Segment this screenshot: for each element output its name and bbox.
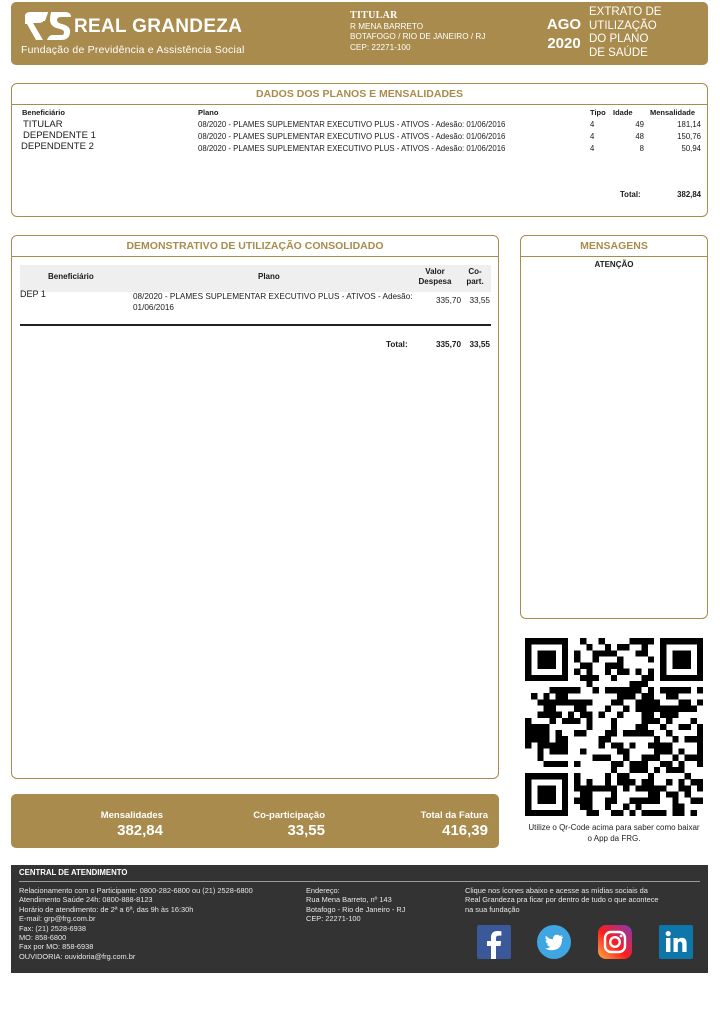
plan-fee: 150,76: [677, 132, 701, 141]
address-line: R MENA BARRETO: [350, 21, 424, 31]
col-copart: [461, 267, 489, 287]
qr-code-icon[interactable]: [525, 638, 703, 816]
messages-title: MENSAGENS: [521, 236, 707, 257]
messages-section: [520, 235, 708, 619]
footer-social-line: Real Grandeza pra ficar por dentro de tudo o que acontece: [465, 895, 659, 905]
col-mensalidade: Mensalidade: [650, 108, 696, 117]
brand-name: REAL GRANDEZA: [74, 16, 243, 37]
usage-statement-title: DEMONSTRATIVO DE UTILIZAÇÃO CONSOLIDADO: [12, 236, 498, 257]
plan-name: 08/2020 - PLAMES SUPLEMENTAR EXECUTIVO PLUS - ATIVOS - Adesão: 01/06/2016: [198, 120, 506, 129]
address-line: CEP: 22271-100: [350, 42, 411, 52]
usage-copart: 33,55: [469, 296, 490, 305]
footer-email-link[interactable]: E-mail: grp@frg.com.br: [19, 914, 96, 924]
qr-caption: [519, 823, 709, 844]
holder-address: [350, 11, 485, 53]
brand-subtitle: Fundação de Previdência e Assistência Social: [21, 44, 245, 56]
document-title-line: DE SAÚDE: [589, 46, 648, 59]
footer-address-line: Endereço:: [306, 886, 340, 895]
service-center-footer: [11, 865, 708, 973]
usage-plan-line: 08/2020 - PLAMES SUPLEMENTAR EXECUTIVO PLUS - ATIVOS - Adesão:: [133, 292, 413, 301]
qr-caption-line: Utilize o Qr-Code acima para saber como baixar: [528, 823, 700, 832]
beneficiary-name: TITULAR: [23, 119, 63, 130]
usage-plan-line: 01/06/2016: [133, 303, 174, 312]
statement-period: [544, 15, 584, 53]
col-plano: Plano: [198, 108, 219, 117]
col-valor-line: Valor: [425, 267, 445, 276]
footer-social-line: na sua fundação: [465, 904, 520, 914]
beneficiary-name: DEPENDENTE 2: [21, 141, 94, 152]
summary-mensalidades-label: Mensalidades: [100, 810, 163, 821]
footer-contact-line: Relacionamento com o Participante: 0800-282-6800 ou (21) 2528-6800: [19, 886, 253, 895]
footer-social-text: [465, 886, 659, 914]
holder-label: TITULAR: [350, 10, 398, 21]
summary-total-label: Total da Fatura: [420, 810, 488, 821]
usage-plan: [133, 291, 413, 313]
footer-address-line: CEP: 22271-100: [306, 914, 361, 924]
summary-mensalidades-value: 382,84: [117, 822, 163, 839]
col-valor-line: Despesa: [418, 277, 452, 286]
usage-total-copart: 33,55: [469, 340, 490, 349]
footer-contact-line: Atendimento Saúde 24h: 0800-888-8123: [19, 895, 153, 905]
usage-total-label: Total:: [386, 340, 408, 349]
footer-divider: [19, 881, 700, 882]
col-beneficiario: Beneficiário: [22, 108, 65, 117]
plan-age: 8: [639, 144, 644, 153]
usage-total-value: 335,70: [435, 340, 461, 349]
footer-title: CENTRAL DE ATENDIMENTO: [19, 868, 128, 877]
invoice-summary: [11, 794, 499, 848]
col-copart-line: Co-: [468, 267, 482, 276]
summary-total-value: 416,39: [442, 822, 488, 839]
footer-address-line: Botafogo - Rio de Janeiro - RJ: [306, 904, 406, 914]
messages-subtitle: ATENÇÃO: [594, 260, 634, 269]
address-line: BOTAFOGO / RIO DE JANEIRO / RJ: [350, 32, 486, 41]
footer-address-line: Rua Mena Barreto, nº 143: [306, 895, 392, 905]
plan-fee: 50,94: [681, 144, 701, 153]
document-title-line: DO PLANO: [589, 33, 649, 45]
col-idade: Idade: [613, 108, 633, 117]
col-beneficiario: Beneficiário: [48, 272, 94, 281]
plans-title: DADOS DOS PLANOS E MENSALIDADES: [12, 84, 707, 105]
plan-type: 4: [590, 144, 595, 153]
usage-divider: [20, 324, 491, 326]
instagram-icon[interactable]: [598, 925, 632, 959]
plan-age: 48: [635, 132, 644, 141]
plan-type: 4: [590, 120, 595, 129]
linkedin-icon[interactable]: [659, 925, 693, 959]
usage-value: 335,70: [435, 296, 461, 305]
period-month: AGO: [546, 16, 582, 33]
plans-section: [11, 83, 708, 217]
summary-copart-value: 33,55: [287, 822, 325, 839]
real-grandeza-logo-icon: [21, 10, 73, 42]
page-header: [11, 2, 708, 65]
plan-type: 4: [590, 132, 595, 141]
footer-address: [306, 886, 405, 924]
col-plano: Plano: [258, 272, 280, 281]
plan-age: 49: [635, 120, 644, 129]
footer-social-line: Clique nos ícones abaixo e acesse as mídias sociais da: [465, 886, 648, 895]
footer-contact-line: Fax por MO: 858-6938: [19, 942, 94, 952]
summary-copart-label: Co-participação: [253, 810, 325, 821]
beneficiary-name: DEPENDENTE 1: [23, 130, 96, 141]
footer-contacts: [19, 886, 253, 961]
qr-caption-line: o App da FRG.: [587, 833, 641, 843]
footer-contact-line: Fax: (21) 2528-6938: [19, 923, 86, 933]
plan-fee: 181,14: [677, 120, 701, 129]
footer-ouvidoria-link[interactable]: OUVIDORIA: ouvidoria@frg.com.br: [19, 951, 136, 961]
document-title: [589, 6, 699, 60]
twitter-icon[interactable]: [537, 925, 571, 959]
usage-statement-section: [11, 235, 499, 779]
footer-contact-line: MO: 858-6800: [19, 933, 67, 943]
plans-total-value: 382,84: [677, 190, 701, 199]
document-title-line: UTILIZAÇÃO: [589, 19, 657, 32]
plan-name: 08/2020 - PLAMES SUPLEMENTAR EXECUTIVO PLUS - ATIVOS - Adesão: 01/06/2016: [198, 132, 506, 141]
plan-name: 08/2020 - PLAMES SUPLEMENTAR EXECUTIVO PLUS - ATIVOS - Adesão: 01/06/2016: [198, 144, 506, 153]
period-year: 2020: [547, 35, 581, 52]
usage-beneficiary: DEP 1: [20, 289, 46, 299]
facebook-icon[interactable]: [477, 925, 511, 959]
col-copart-line: part.: [466, 277, 484, 286]
document-title-line: EXTRATO DE: [589, 6, 662, 18]
footer-contact-line: Horário de atendimento: de 2ª a 6ª, das 9h às 16:30h: [19, 904, 194, 914]
plans-total-label: Total:: [620, 190, 641, 199]
col-valor-despesa: [415, 267, 455, 287]
col-tipo: Tipo: [590, 108, 606, 117]
